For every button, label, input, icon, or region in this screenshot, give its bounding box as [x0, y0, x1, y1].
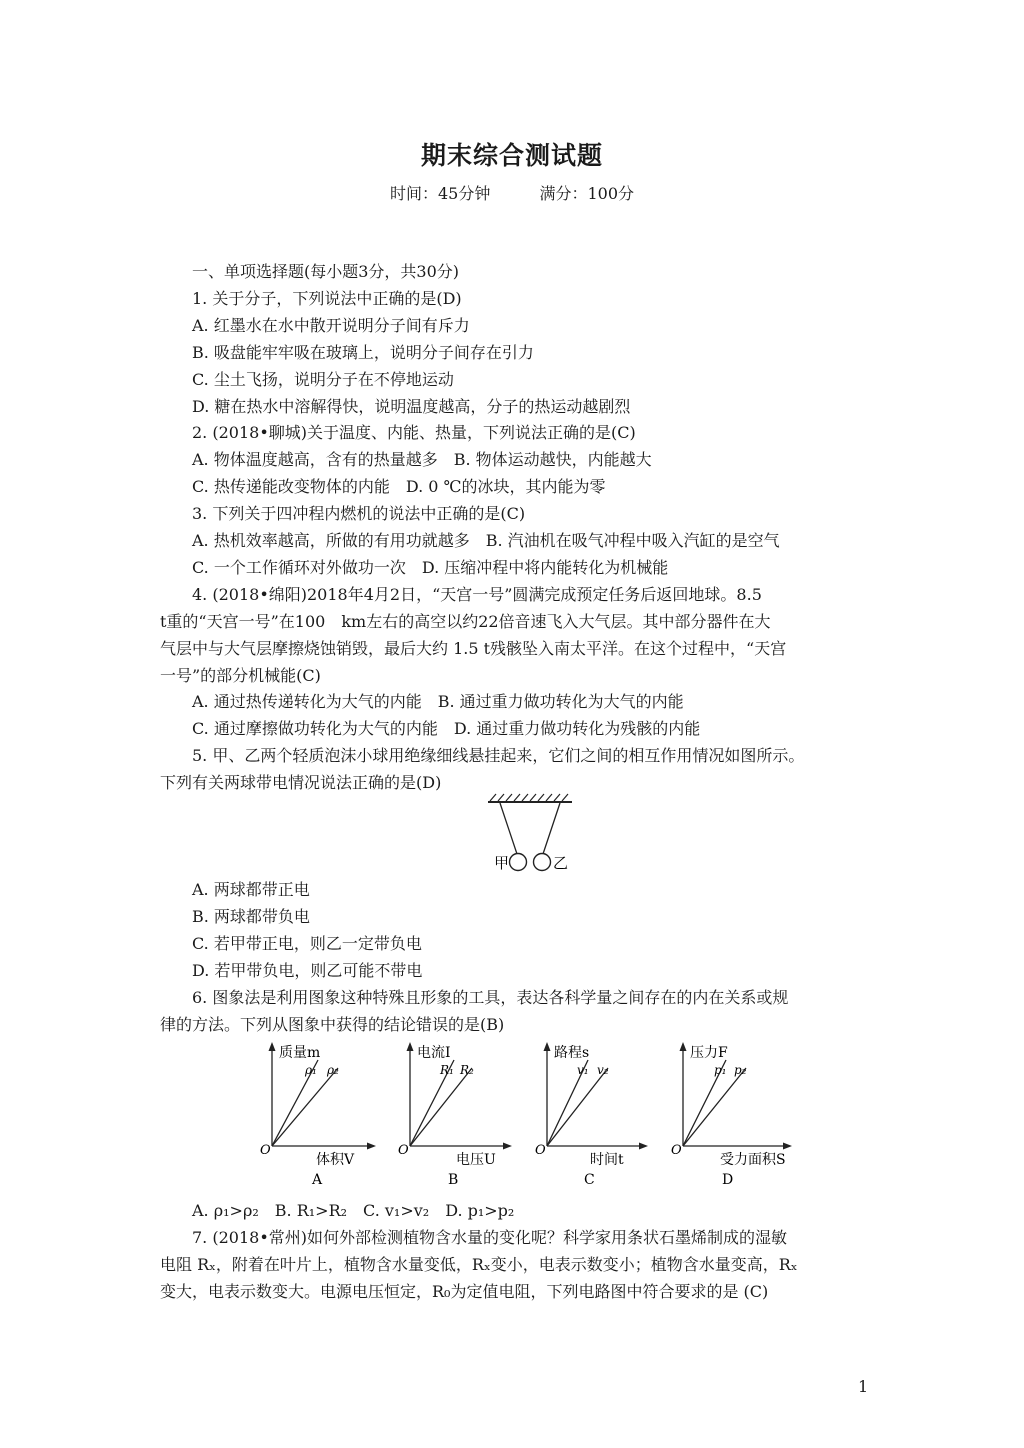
- page-number: 1: [858, 1377, 869, 1396]
- ceiling-hatch: [490, 794, 568, 801]
- q1-option-b: B. 吸盘能牢牢吸在玻璃上，说明分子间存在引力: [192, 343, 534, 362]
- q7-line-2: 电阻 Rₓ，附着在叶片上，植物含水量变低，Rₓ变小，电表示数变小；植物含水量变高，Rₓ: [160, 1255, 798, 1274]
- graph-a-ylabel: 质量m: [279, 1045, 321, 1061]
- graph-b-origin: O: [398, 1143, 409, 1158]
- page-title: 期末综合测试题: [420, 141, 603, 170]
- graph-b: [398, 1042, 512, 1188]
- graph-c-tag: C: [584, 1172, 595, 1188]
- graph-c-origin: O: [535, 1143, 546, 1158]
- left-ball-label: 甲: [494, 854, 510, 872]
- q2-options-cd: C. 热传递能改变物体的内能 D. 0 ℃的冰块，其内能为零: [192, 477, 606, 496]
- exam-info: [0, 181, 1024, 204]
- graph-d-line1: p₁: [714, 1063, 727, 1077]
- q7-line-1: 7. (2018•常州)如何外部检测植物含水量的变化呢？科学家用条状石墨烯制成的湿敏: [192, 1228, 787, 1247]
- q6-line-1: 6. 图象法是利用图象这种特殊且形象的工具，表达各科学量之间存在的内在关系或规: [192, 988, 789, 1007]
- q4-line-2: t重的“天宫一号”在100 km左右的高空以约22倍音速飞入大气层。其中部分器件在大: [160, 612, 771, 631]
- graph-b-xlabel: 电压U: [456, 1152, 496, 1168]
- graph-a-origin: O: [260, 1143, 271, 1158]
- q5-line-1: 5. 甲、乙两个轻质泡沫小球用绝缘细线悬挂起来，它们之间的相互作用情况如图所示。: [192, 746, 805, 765]
- q6-graphs: [250, 1040, 810, 1190]
- graph-a-line2: ρ₂: [327, 1063, 339, 1077]
- graph-b-tag: B: [448, 1172, 459, 1188]
- q3-options-cd: C. 一个工作循环对外做功一次 D. 压缩冲程中将内能转化为机械能: [192, 558, 669, 577]
- q2-options-ab: A. 物体温度越高，含有的热量越多 B. 物体运动越快，内能越大: [192, 450, 652, 469]
- q2-stem: 2. (2018•聊城)关于温度、内能、热量，下列说法正确的是(C): [192, 423, 636, 442]
- graph-a-tag: A: [312, 1172, 323, 1188]
- graph-d-xlabel: 受力面积S: [720, 1152, 786, 1168]
- q1-option-a: A. 红墨水在水中散开说明分子间有斥力: [192, 316, 470, 335]
- q5-option-c: C. 若甲带正电，则乙一定带负电: [192, 934, 422, 953]
- graph-a-xlabel: 体积V: [316, 1152, 355, 1168]
- q1-option-c: C. 尘土飞扬，说明分子在不停地运动: [192, 370, 454, 389]
- q6-options: A. ρ₁>ρ₂ B. R₁>R₂ C. v₁>v₂ D. p₁>p₂: [192, 1201, 515, 1220]
- graph-d-tag: D: [722, 1172, 734, 1188]
- graph-d-origin: O: [671, 1143, 682, 1158]
- graph-a: [260, 1042, 376, 1188]
- right-ball: [534, 854, 551, 871]
- graph-c-xlabel: 时间t: [590, 1152, 624, 1168]
- q5-option-a: A. 两球都带正电: [192, 880, 310, 899]
- graph-c-line1: v₁: [577, 1063, 589, 1077]
- graph-b-line2: R₂: [460, 1063, 474, 1077]
- graph-d: [671, 1042, 792, 1188]
- q3-stem: 3. 下列关于四冲程内燃机的说法中正确的是(C): [192, 504, 526, 523]
- q3-options-ab: A. 热机效率越高，所做的有用功就越多 B. 汽油机在吸气冲程中吸入汽缸的是空气: [192, 531, 780, 550]
- q5-figure: [480, 792, 580, 882]
- q1-stem: 1. 关于分子，下列说法中正确的是(D): [192, 289, 462, 308]
- q4-options-ab: A. 通过热传递转化为大气的内能 B. 通过重力做功转化为大气的内能: [192, 692, 684, 711]
- graph-c: [535, 1042, 648, 1188]
- graph-b-ylabel: 电流I: [417, 1045, 451, 1061]
- graph-c-ylabel: 路程s: [554, 1045, 590, 1061]
- graph-d-line2: p₂: [734, 1063, 747, 1077]
- q1-option-d: D. 糖在热水中溶解得快，说明温度越高，分子的热运动越剧烈: [192, 397, 631, 416]
- q6-line-2: 律的方法。下列从图象中获得的结论错误的是(B): [160, 1015, 505, 1034]
- time-limit: 时间：45分钟: [389, 184, 491, 203]
- full-score: 满分：100分: [539, 184, 634, 203]
- q7-line-3: 变大，电表示数变大。电源电压恒定，R₀为定值电阻，下列电路图中符合要求的是 (C): [160, 1282, 769, 1301]
- q4-line-3: 气层中与大气层摩擦烧蚀销毁，最后大约 1.5 t残骸坠入南太平洋。在这个过程中，“天宫: [160, 639, 787, 658]
- q5-line-2: 下列有关两球带电情况说法正确的是(D): [160, 773, 442, 792]
- right-ball-label: 乙: [553, 854, 569, 872]
- graph-d-ylabel: 压力F: [690, 1045, 728, 1061]
- q4-line-1: 4. (2018•绵阳)2018年4月2日，“天宫一号”圆满完成预定任务后返回地球。8.5: [192, 585, 762, 604]
- left-ball: [510, 854, 527, 871]
- graph-c-line2: v₂: [597, 1063, 609, 1077]
- q4-options-cd: C. 通过摩擦做功转化为大气的内能 D. 通过重力做功转化为残骸的内能: [192, 719, 701, 738]
- section-heading: 一、单项选择题(每小题3分，共30分): [192, 262, 460, 281]
- graph-b-line1: R₁: [440, 1063, 454, 1077]
- q4-line-4: 一号”的部分机械能(C): [160, 666, 321, 685]
- left-thread: [500, 803, 517, 854]
- q5-option-b: B. 两球都带负电: [192, 907, 310, 926]
- graph-a-line1: ρ₁: [305, 1063, 317, 1077]
- right-thread: [543, 803, 560, 854]
- q5-option-d: D. 若甲带负电，则乙可能不带电: [192, 961, 423, 980]
